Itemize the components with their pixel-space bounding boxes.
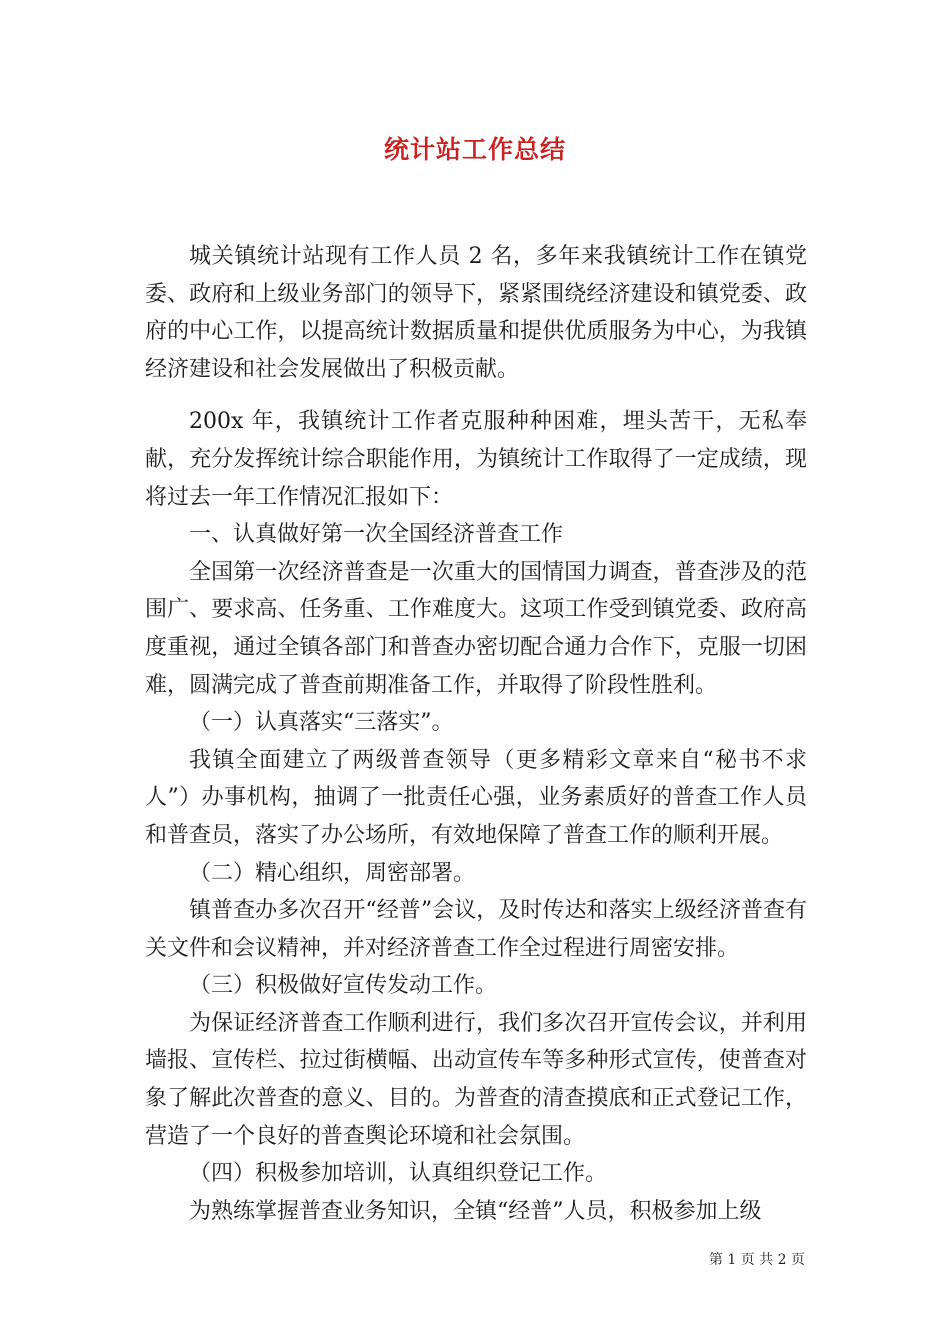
page-number: 第 1 页 共 2 页 (708, 1252, 805, 1268)
paragraph: 为保证经济普查工作顺利进行，我们多次召开宣传会议，并利用墙报、宣传栏、拉过街横幅、出动宣传车等多种形式宣传，使普查对象了解此次普查的意义、目的。为普查的清查摸底和正式登记工作，营造了一个良好的普查舆论环境和社会氛围。 (145, 1010, 807, 1149)
subsection-heading: （三）积极做好宣传发动工作。 (189, 973, 498, 999)
paragraph: 镇普查办多次召开“经普”会议，及时传达和落实上级经济普查有关文件和会议精神，并对经济普查工作全过程进行周密安排。 (145, 898, 807, 961)
paragraph-intro: 城关镇统计站现有工作人员 2 名，多年来我镇统计工作在镇党委、政府和上级业务部门的领导下，紧紧围绕经济建设和镇党委、政府的中心工作，以提高统计数据质量和提供优质服务为中心，为我镇经济建设和社会发展做出了积极贡献。 (145, 244, 807, 382)
paragraph: 我镇全面建立了两级普查领导（更多精彩文章来自“秘书不求人”）办事机构，抽调了一批责任心强，业务素质好的普查工作人员和普查员，落实了办公场所，有效地保障了普查工作的顺利开展。 (145, 747, 807, 848)
subsection-heading: （一）认真落实“三落实”。 (189, 710, 454, 736)
subsection-heading: （二）精心组织，周密部署。 (189, 860, 476, 886)
document-body (145, 238, 807, 1230)
document-title: 统计站工作总结 (383, 135, 566, 164)
paragraph: 为熟练掌握普查业务知识，全镇“经普”人员，积极参加上级 (189, 1198, 762, 1224)
subsection-heading: （四）积极参加培训，认真组织登记工作。 (189, 1161, 608, 1187)
section-heading: 一、认真做好第一次全国经济普查工作 (189, 522, 564, 548)
paragraph-summary: 200x 年，我镇统计工作者克服种种困难，埋头苦干，无私奉献，充分发挥统计综合职能作用，为镇统计工作取得了一定成绩，现将过去一年工作情况汇报如下： (145, 409, 807, 510)
paragraph: 全国第一次经济普查是一次重大的国情国力调查，普查涉及的范围广、要求高、任务重、工作难度大。这项工作受到镇党委、政府高度重视，通过全镇各部门和普查办密切配合通力合作下，克服一切困难，圆满完成了普查前期准备工作，并取得了阶段性胜利。 (145, 559, 807, 698)
